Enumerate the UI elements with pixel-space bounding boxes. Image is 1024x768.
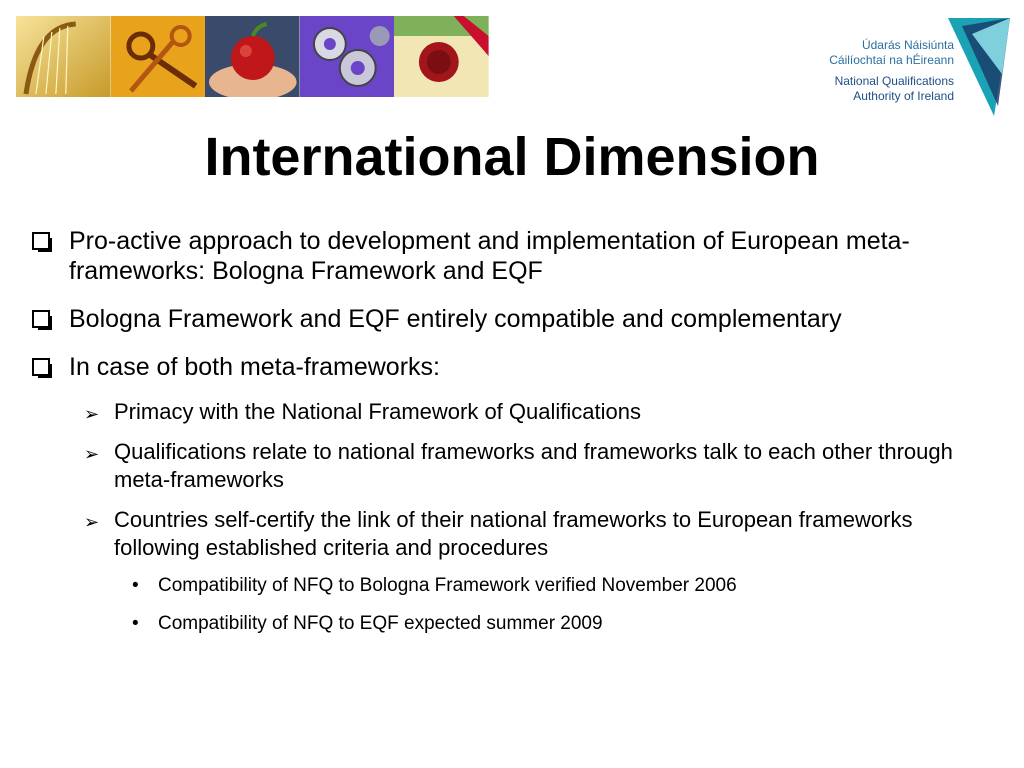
logo-english-line1: National Qualifications bbox=[834, 74, 954, 88]
arrowhead-bullet-icon: ➢ bbox=[84, 444, 100, 464]
gears-image bbox=[300, 16, 395, 97]
logo-english-line2: Authority of Ireland bbox=[853, 89, 954, 103]
sub-bullet-item bbox=[84, 398, 990, 426]
sub-bullet-item bbox=[84, 438, 990, 494]
sub-sub-bullet-text: Compatibility of NFQ to Bologna Framework verified November 2006 bbox=[158, 575, 737, 596]
sub-sub-bullet-item bbox=[130, 574, 990, 598]
sub-sub-bullet-item bbox=[130, 612, 990, 636]
sub-bullet-text: Qualifications relate to national frameworks and frameworks talk to each other through meta-frameworks bbox=[114, 439, 953, 492]
dot-bullet-icon: • bbox=[132, 613, 139, 634]
logo-irish-name bbox=[829, 38, 954, 68]
bullet-text: Pro-active approach to development and implementation of European meta-frameworks: Bologna Framework and EQF bbox=[69, 227, 910, 285]
logo-irish-line1: Údarás Náisiúnta bbox=[861, 38, 954, 52]
harp-image bbox=[16, 16, 111, 97]
arrowhead-bullet-icon: ➢ bbox=[84, 404, 100, 424]
dot-bullet-icon: • bbox=[132, 575, 139, 596]
sub-sub-bullet-text: Compatibility of NFQ to EQF expected summer 2009 bbox=[158, 613, 603, 634]
bullet-text: Bologna Framework and EQF entirely compatible and complementary bbox=[69, 305, 842, 333]
seal-image bbox=[394, 16, 489, 97]
sub-bullet-item bbox=[84, 506, 990, 562]
arrowhead-bullet-icon: ➢ bbox=[84, 512, 100, 532]
header-image-banner bbox=[16, 16, 489, 97]
slide-body bbox=[30, 226, 990, 650]
bullet-item bbox=[30, 226, 990, 286]
bullet-item bbox=[30, 352, 990, 382]
checkbox-bullet-icon bbox=[32, 232, 50, 250]
logo-irish-line2: Cáilíochtaí na hÉireann bbox=[829, 53, 954, 67]
checkbox-bullet-icon bbox=[32, 358, 50, 376]
bullet-text: In case of both meta-frameworks: bbox=[69, 353, 440, 381]
keys-image bbox=[111, 16, 206, 97]
checkbox-bullet-icon bbox=[32, 310, 50, 328]
logo-english-name bbox=[835, 74, 954, 104]
naqai-logo bbox=[814, 14, 1014, 120]
logo-mark-icon bbox=[944, 14, 1014, 120]
sub-bullet-text: Countries self-certify the link of their national frameworks to European frameworks following established criteria and procedures bbox=[114, 507, 913, 560]
slide-title: International Dimension bbox=[204, 127, 820, 187]
bullet-item bbox=[30, 304, 990, 334]
sub-bullet-text: Primacy with the National Framework of Qualifications bbox=[114, 399, 641, 424]
apple-hands-image bbox=[205, 16, 300, 97]
